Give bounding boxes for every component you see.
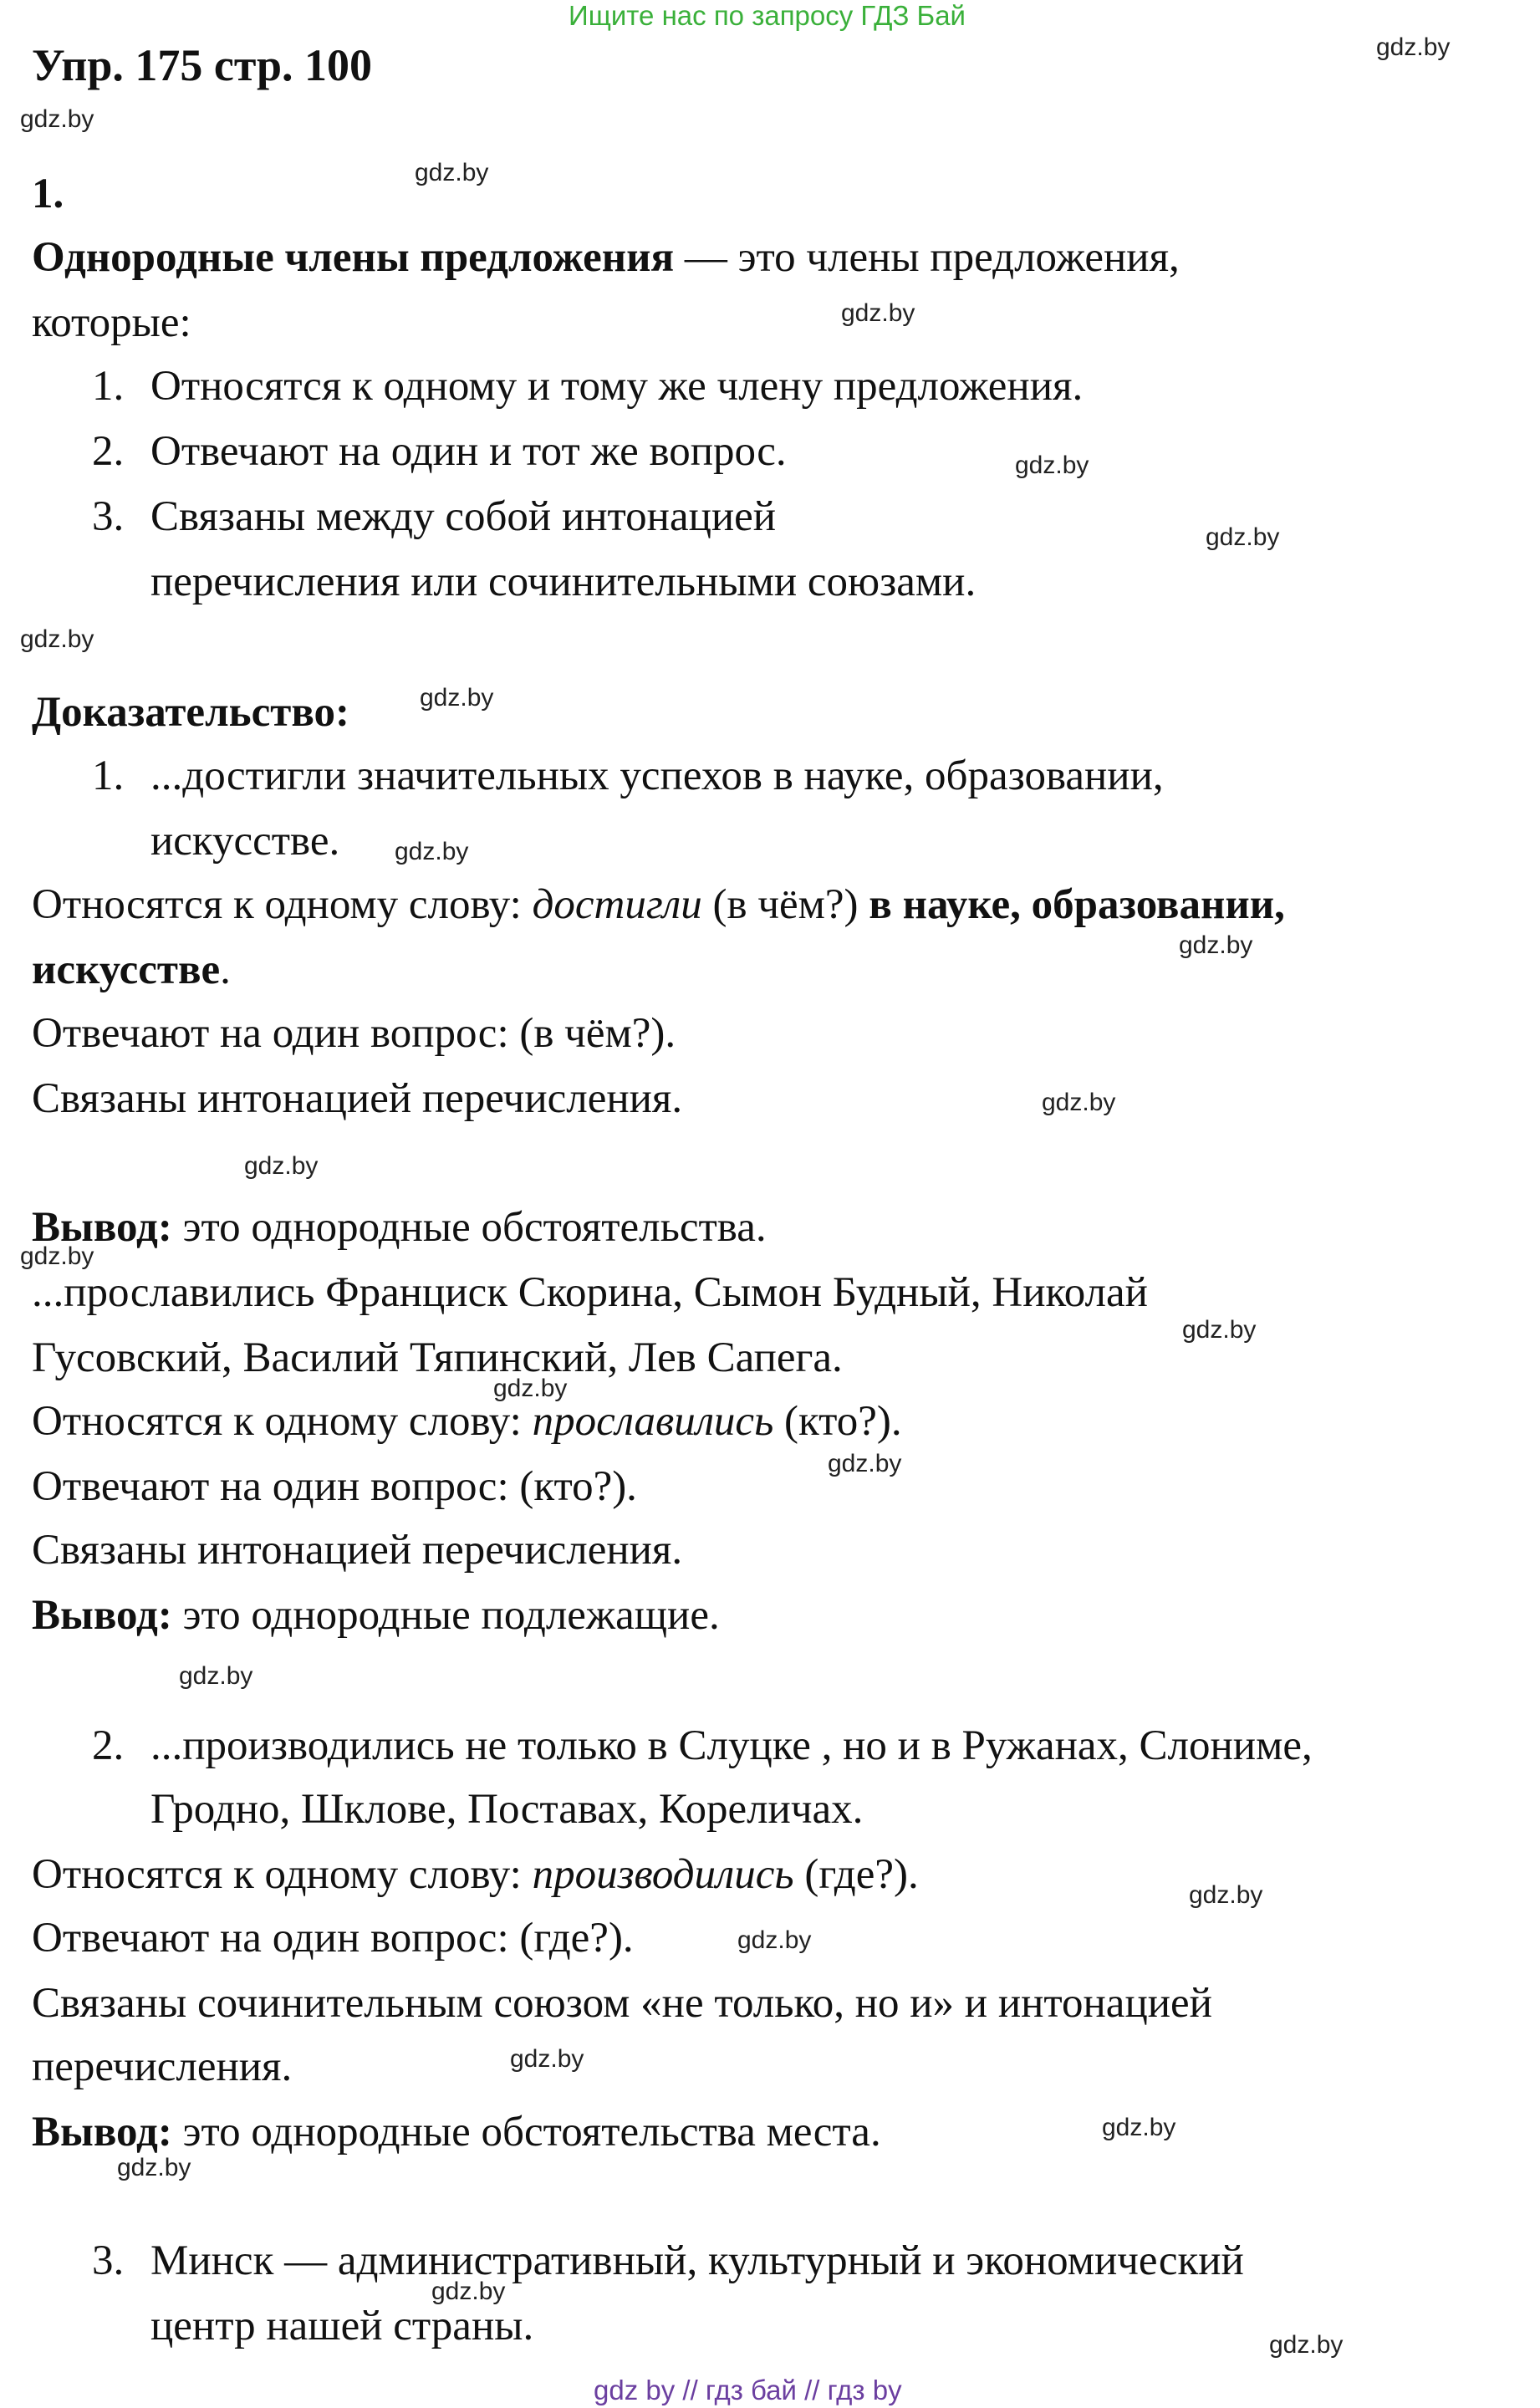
example-1-line2: искусстве.: [150, 818, 340, 865]
footer-links[interactable]: gdz by // гдз бай // гдз by: [594, 2375, 902, 2405]
example-1b-relation: Относятся к одному слову: прославились (кто?).: [32, 1398, 902, 1445]
watermark: gdz.by: [20, 105, 94, 133]
example-1-answers: Отвечают на один вопрос: (в чём?).: [32, 1010, 676, 1057]
watermark: gdz.by: [1182, 1316, 1257, 1344]
watermark: gdz.by: [493, 1375, 568, 1402]
definition-rest: — это члены предложения,: [674, 234, 1180, 281]
watermark: gdz.by: [244, 1152, 319, 1180]
watermark: gdz.by: [20, 1242, 94, 1270]
watermark: gdz.by: [117, 2154, 191, 2181]
definition-term: Однородные члены предложения: [32, 234, 675, 281]
example-2-line1: 2. ...производились не только в Слуцке , но и в Ружанах, Слониме,: [92, 1722, 1313, 1769]
watermark: gdz.by: [1206, 523, 1280, 551]
definition-item: 3. Связаны между собой интонацией: [92, 493, 777, 540]
watermark: gdz.by: [415, 159, 489, 186]
watermark: gdz.by: [431, 2278, 506, 2305]
example-3-line1: 3. Минск — административный, культурный и экономический: [92, 2237, 1244, 2284]
definition-item-continuation: перечисления или сочинительными союзами.: [150, 559, 977, 605]
example-1-line1: 1. ...достигли значительных успехов в науке, образовании,: [92, 752, 1164, 799]
example-1b-line2: Гусовский, Василий Тяпинский, Лев Сапега.: [32, 1334, 843, 1381]
example-2-line2: Гродно, Шклове, Поставах, Кореличах.: [150, 1786, 864, 1833]
watermark: gdz.by: [420, 684, 494, 712]
example-2-conclusion: Вывод: это однородные обстоятельства места.: [32, 2109, 881, 2155]
top-search-link[interactable]: Ищите нас по запросу ГДЗ Бай: [569, 0, 966, 31]
watermark: gdz.by: [1042, 1089, 1116, 1116]
example-1-relation: Относятся к одному слову: достигли (в чём?) в науке, образовании,: [32, 881, 1285, 928]
proof-heading: Доказательство:: [32, 689, 350, 736]
watermark: gdz.by: [1376, 33, 1451, 61]
watermark: gdz.by: [179, 1662, 253, 1690]
example-1-relation-cont: искусстве.: [32, 946, 231, 993]
example-3-line2: центр нашей страны.: [150, 2303, 534, 2349]
page-title: Упр. 175 стр. 100: [32, 40, 373, 90]
watermark: gdz.by: [1189, 1881, 1263, 1909]
example-1-linked: Связаны интонацией перечисления.: [32, 1075, 683, 1122]
watermark: gdz.by: [828, 1450, 902, 1477]
example-2-relation: Относятся к одному слову: производились (где?).: [32, 1851, 919, 1898]
example-1b-answers: Отвечают на один вопрос: (кто?).: [32, 1463, 637, 1510]
example-1b-linked: Связаны интонацией перечисления.: [32, 1527, 683, 1574]
example-1b-line1: ...прославились Франциск Скорина, Сымон Будный, Николай: [32, 1269, 1148, 1316]
watermark: gdz.by: [1179, 931, 1253, 959]
definition-item: 1. Относятся к одному и тому же члену предложения.: [92, 363, 1084, 410]
section-number: 1.: [32, 171, 64, 217]
definition-line: [32, 232, 1180, 283]
definition-line2: которые:: [32, 299, 191, 346]
definition-item: 2. Отвечают на один и тот же вопрос.: [92, 428, 787, 475]
example-2-answers: Отвечают на один вопрос: (где?).: [32, 1915, 634, 1962]
watermark: gdz.by: [737, 1926, 812, 1954]
example-1-conclusion: Вывод: это однородные обстоятельства.: [32, 1204, 767, 1251]
watermark: gdz.by: [20, 625, 94, 653]
watermark: gdz.by: [395, 838, 469, 865]
example-1b-conclusion: Вывод: это однородные подлежащие.: [32, 1592, 720, 1639]
watermark: gdz.by: [1269, 2331, 1344, 2359]
example-2-linked-cont: перечисления.: [32, 2043, 293, 2090]
watermark: gdz.by: [841, 299, 915, 327]
watermark: gdz.by: [1015, 452, 1089, 479]
watermark: gdz.by: [1102, 2114, 1176, 2141]
example-2-linked: Связаны сочинительным союзом «не только, но и» и интонацией: [32, 1980, 1212, 2027]
watermark: gdz.by: [510, 2045, 584, 2073]
